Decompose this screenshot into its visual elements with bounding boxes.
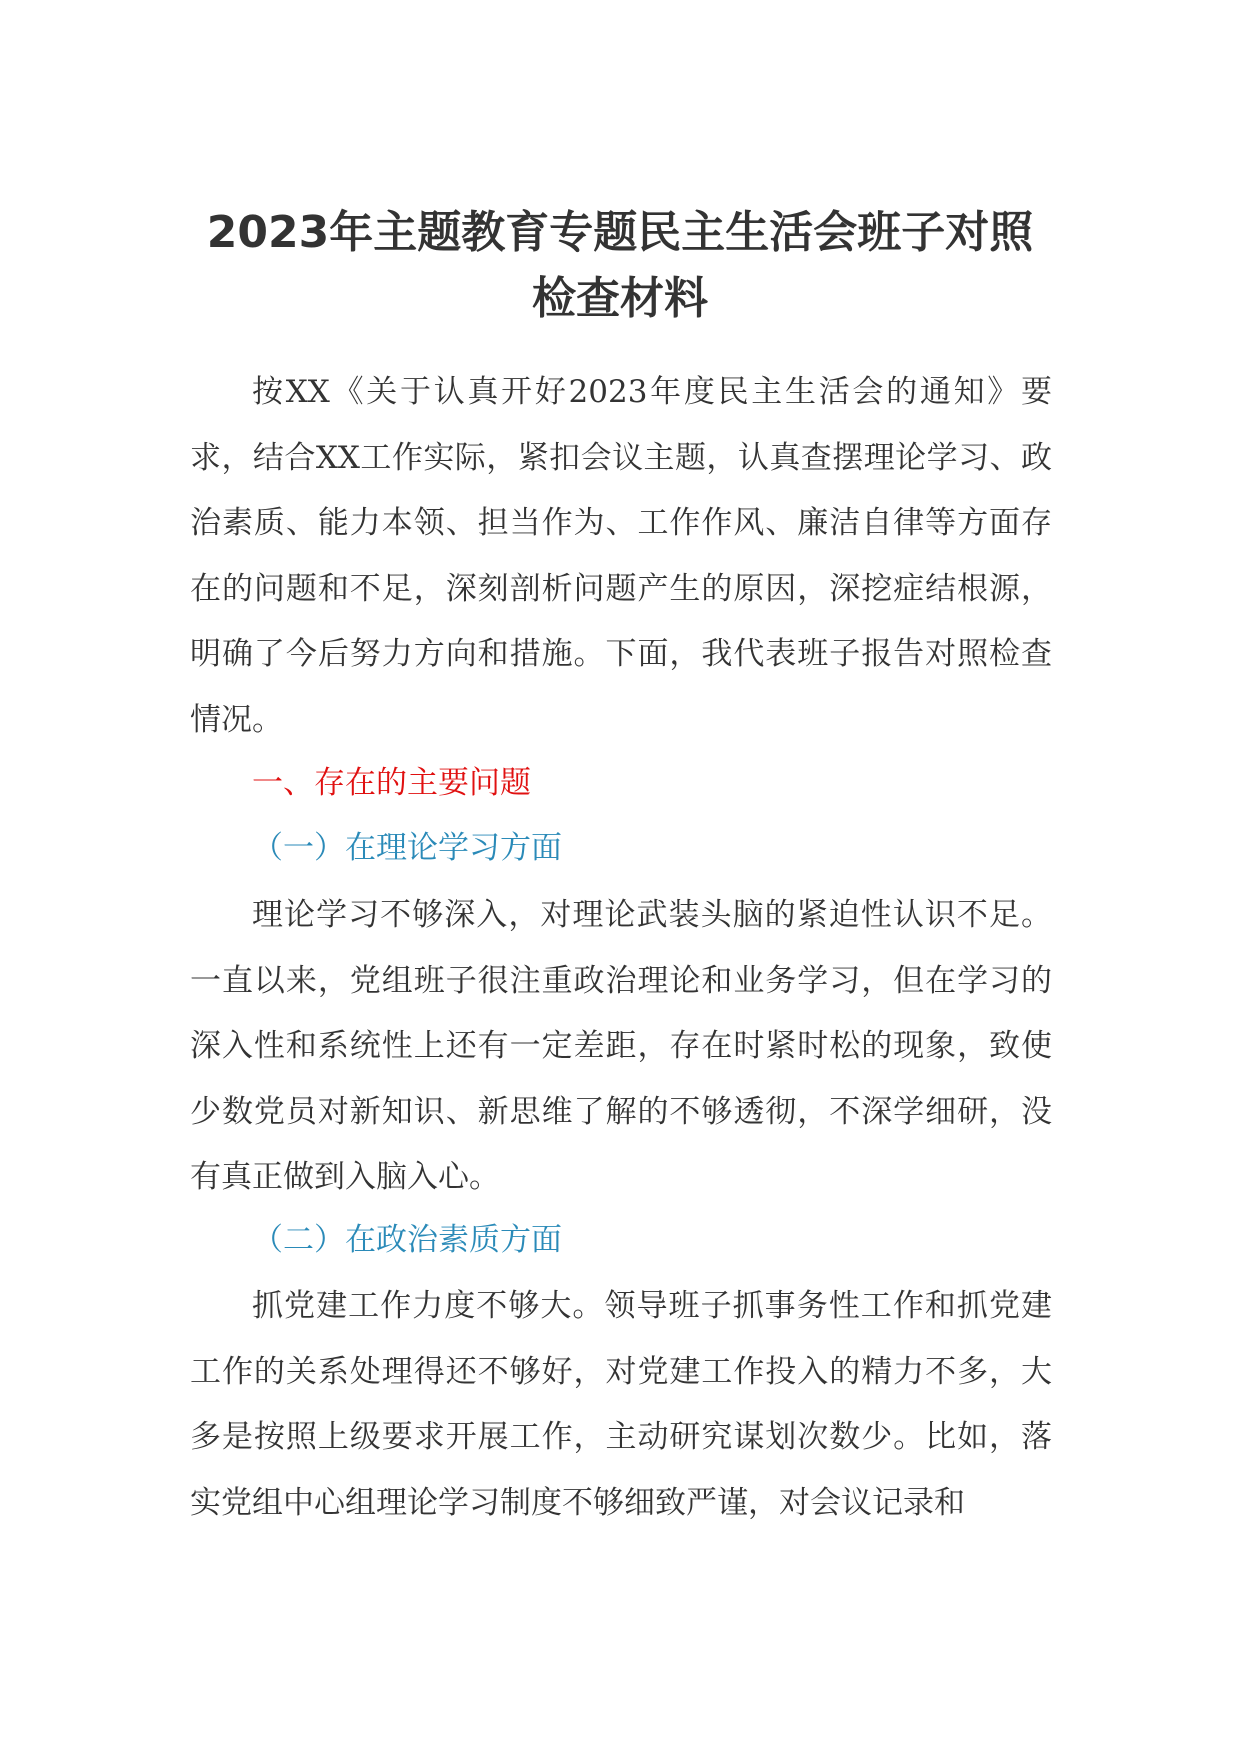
intro-paragraph: 按XX《关于认真开好2023年度民主生活会的通知》要求，结合XX工作实际，紧扣会议主题，认真查摆理论学习、政治素质、能力本领、担当作为、工作作风、廉洁自律等方面存在的问题和不足，深刻剖析问题产生的原因，深挖症结根源，明确了今后努力方向和措施。下面，我代表班子报告对照检查情况。: [190, 374, 1052, 738]
document-title: 2023年主题教育专题民主生活会班子对照检查材料: [206, 207, 1034, 324]
paragraph-political-quality: 抓党建工作力度不够大。领导班子抓事务性工作和抓党建工作的关系处理得还不够好，对党建工作投入的精力不多，大多是按照上级要求开展工作，主动研究谋划次数少。比如，落实党组中心组理论学习制度不够细致严谨，对会议记录和: [190, 1288, 1052, 1521]
paragraph-theory-study: 理论学习不够深入，对理论武装头脑的紧迫性认识不足。一直以来，党组班子很注重政治理论和业务学习，但在学习的深入性和系统性上还有一定差距，存在时紧时松的现象，致使少数党员对新知识、新思维了解的不够透彻，不深学细研，没有真正做到入脑入心。: [190, 897, 1052, 1195]
subsection-heading-theory-study: （一）在理论学习方面: [252, 830, 562, 866]
section-heading-main-problems: 一、存在的主要问题: [252, 765, 531, 801]
subsection-heading-political-quality: （二）在政治素质方面: [252, 1222, 562, 1258]
